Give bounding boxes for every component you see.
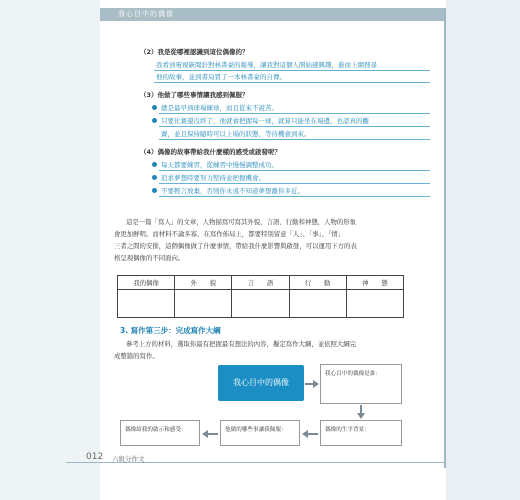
answer-underline xyxy=(159,170,430,171)
table-cell-blank[interactable] xyxy=(346,290,403,318)
table-header-row xyxy=(118,276,404,290)
table-header-cell: 言 語 xyxy=(232,276,289,290)
left-margin-strip xyxy=(0,0,100,500)
outline-box-label: 我心目中的偶像是誰： xyxy=(325,371,381,377)
running-title: 我心目中的偶像 xyxy=(118,10,174,18)
question-4-answer-1: 每天都要練習，從練習中慢慢調整成功。 xyxy=(161,161,278,169)
answer-underline xyxy=(154,70,430,71)
question-3-answer-1: 總是最早到球場練球，而且從來不說苦。 xyxy=(161,104,278,112)
outline-box-admired-deeds[interactable] xyxy=(220,420,300,446)
bullet-icon xyxy=(152,118,157,123)
question-2-answer-line-2: 他的故事，並到書局買了一本林書豪的自傳。 xyxy=(156,73,286,81)
arrow-head-icon xyxy=(202,430,208,438)
question-3-label: （3）他做了哪些事情讓我感到佩服？ xyxy=(140,91,249,99)
outline-box-label: 偶像的生平背景： xyxy=(325,427,370,433)
answer-underline xyxy=(154,82,430,83)
answer-underline xyxy=(159,183,430,184)
page-number: 012 xyxy=(86,452,104,462)
question-4-label: （4）偶像的故事帶給我什麼樣的感受或啟發呢？ xyxy=(140,148,282,156)
paragraph-line: 會更加鮮明。而材料不論多寡，在寫作佈局上，都要特別留意「人」、「事」、「情」 xyxy=(114,230,345,238)
table-header-cell: 外 貌 xyxy=(175,276,232,290)
arrow-head-icon xyxy=(357,413,365,419)
intro-line: 參考上方的材料，選取你最有把握最有想法的內容，擬定寫作大綱，並依照大綱完 xyxy=(126,340,357,348)
answer-underline xyxy=(159,126,430,127)
question-2-label: （2）我是從哪裡認識到這位偶像的？ xyxy=(140,48,249,56)
question-4-answer-3: 不要輕言放棄，否則你永遠不知道夢想離你多近。 xyxy=(161,187,304,195)
answer-underline xyxy=(159,113,430,114)
arrow-head-icon xyxy=(313,380,319,388)
outline-box-label: 偶像給我的啟示和感受： xyxy=(125,427,187,433)
bullet-icon xyxy=(152,188,157,193)
table-row xyxy=(118,290,404,318)
outline-box-background[interactable] xyxy=(320,420,402,446)
outline-box-who[interactable] xyxy=(320,364,402,404)
table-header-cell: 神 態 xyxy=(346,276,403,290)
page-edge-rule xyxy=(444,8,446,468)
bullet-icon xyxy=(152,105,157,110)
book-title: 六級分作文 xyxy=(112,455,145,463)
section-intro xyxy=(114,338,434,362)
table-cell-blank[interactable] xyxy=(118,290,175,318)
table-cell-blank[interactable] xyxy=(232,290,289,318)
bullet-icon xyxy=(152,162,157,167)
idol-aspects-table xyxy=(117,275,404,318)
table-cell-blank[interactable] xyxy=(175,290,232,318)
paragraph-line: 格呈現偶像的不同面向。 xyxy=(114,254,185,262)
table-cell-blank[interactable] xyxy=(289,290,346,318)
answer-underline xyxy=(159,196,430,197)
outline-box-inspiration[interactable] xyxy=(120,420,200,446)
table-header-cell: 行 動 xyxy=(289,276,346,290)
intro-line: 成整篇的寫作。 xyxy=(114,352,159,360)
outline-box-label: 他做的哪些事讓我佩服： xyxy=(225,427,287,433)
question-3-answer-2-line-1: 只要比賽還沒終了，他就會把握每一球，就算只能坐在場邊，也認真的觀 xyxy=(161,117,369,125)
answer-underline xyxy=(159,139,430,140)
paragraph-line: 三者之間的安排，這個偶像做了什麼事情，帶給我什麼影響與啟發，可以運用下方的表 xyxy=(114,242,357,250)
explanation-paragraph xyxy=(114,216,434,264)
table-header-cell: 我的偶像 xyxy=(118,276,175,290)
question-4-answer-2: 追求夢想時要努力堅持並把握機會。 xyxy=(161,174,265,182)
right-margin-strip xyxy=(446,0,520,500)
arrow-head-icon xyxy=(302,430,308,438)
question-3-answer-2-line-2: 賽，並且保持隨時可以上場的狀態，等待機會到來。 xyxy=(161,130,311,138)
section-title: 3. 寫作第三步：完成寫作大綱 xyxy=(120,326,221,335)
question-2-answer-line-1: 我看到電視新聞針對林書豪的報導，讓我對這個人開始感興趣，進而上網搜尋 xyxy=(156,61,377,69)
paragraph-line: 這是一篇「寫人」的文章，人物描寫可寫其外貌、言語、行動和神態，人物的形象 xyxy=(126,218,357,226)
bullet-icon xyxy=(152,175,157,180)
outline-main-topic: 我心目中的偶像 xyxy=(218,365,304,401)
